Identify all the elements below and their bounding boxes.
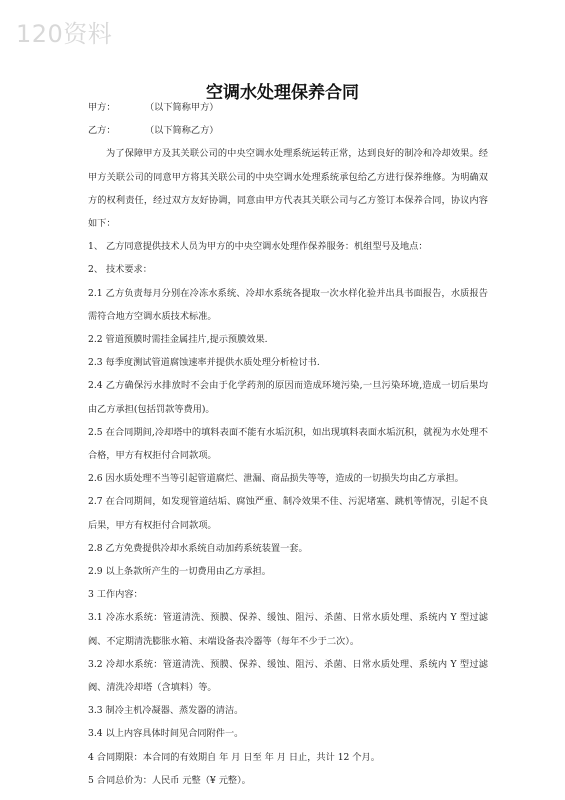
intro-paragraph: 为了保障甲方及其关联公司的中央空调水处理系统运转正常，达到良好的制冷和冷却效果。经甲方关联公司的同意甲方将其关联公司的中央空调水处理系统承包给乙方进行保养维修。为明确双方的权利责任，经过双方友好协调，同意由甲方代表其关联公司与乙方签订本保养合同，协议内容如下： <box>88 148 488 230</box>
clause-2-4: 2.4 乙方确保污水排放时不会由于化学药剂的原因而造成环境污染,一旦污染环境,造成一切后果均由乙方承担(包括罚款等费用)。 <box>88 380 488 415</box>
clause-3-2: 3.2 冷却水系统：管道清洗、预膜、保养、缓蚀、阻污、杀菌、日常水质处理、系统内 Y 型过滤阀、清洗冷却塔（含填料）等。 <box>88 658 488 694</box>
clause-2-2: 2.2 管道预膜时需挂金属挂片,提示预膜效果. <box>88 334 268 346</box>
party-a-note: （以下简称甲方） <box>149 102 219 113</box>
party-a-line <box>88 96 488 119</box>
clause-2-7: 2.7 在合同期间，如发现管道结垢、腐蚀严重、制冷效果不佳、污泥堵塞、跳机等情况，引起不良后果，甲方有权拒付合同款项。 <box>88 496 488 531</box>
contract-body <box>88 96 488 792</box>
party-a-label: 甲方： <box>88 102 116 113</box>
clause-3-3: 3.3 制冷主机冷凝器、蒸发器的清洁。 <box>88 705 244 717</box>
clause-4: 4 合同期限：本合同的有效期自 年 月 日至 年 月 日止，共计 12 个月。 <box>88 751 380 763</box>
party-b-line <box>88 119 488 142</box>
clause-2-5: 2.5 在合同期间,冷却塔中的填料表面不能有水垢沉积，如出现填料表面水垢沉积，就视为水处理不合格，甲方有权拒付合同款项。 <box>88 426 488 462</box>
clause-2-8: 2.8 乙方免费提供冷却水系统自动加药系统装置一套。 <box>88 542 308 554</box>
document-title: 空调水处理保养合同 <box>206 83 359 103</box>
party-b-label: 乙方： <box>88 125 116 137</box>
clause-3: 3 工作内容： <box>88 589 143 601</box>
clause-3-1: 3.1 冷冻水系统：管道清洗、预膜、保养、缓蚀、阻污、杀菌、日常水质处理、系统内 Y 型过滤阀、不定期清洗膨胀水箱、末端设备表冷器等（每年不少于二次）。 <box>88 612 488 647</box>
clause-2-1: 2.1 乙方负责每月分别在冷冻水系统、冷却水系统各提取一次水样化验并出具书面报告，水质报告需符合地方空调水质技术标准。 <box>88 287 488 322</box>
watermark: 120资料 <box>16 20 113 48</box>
clause-2-9: 2.9 以上条款所产生的一切费用由乙方承担。 <box>88 566 271 578</box>
clause-5: 5 合同总价为：人民币 元整（¥ 元整）。 <box>88 774 251 786</box>
clause-2: 2、 技术要求： <box>88 264 152 276</box>
clause-1: 1、 乙方同意提供技术人员为甲方的中央空调水处理作保养服务：机组型号及地点： <box>88 241 428 253</box>
clause-2-6: 2.6 因水质处理不当等引起管道腐烂、泄漏、商品损失等等，造成的一切损失均由乙方承担。 <box>88 473 464 485</box>
clause-3-4: 3.4 以上内容具体时间见合同附件一。 <box>88 728 244 740</box>
clause-2-3: 2.3 每季度测试管道腐蚀速率并提供水质处理分析检讨书. <box>88 357 320 369</box>
party-b-note: （以下简称乙方） <box>149 125 219 137</box>
